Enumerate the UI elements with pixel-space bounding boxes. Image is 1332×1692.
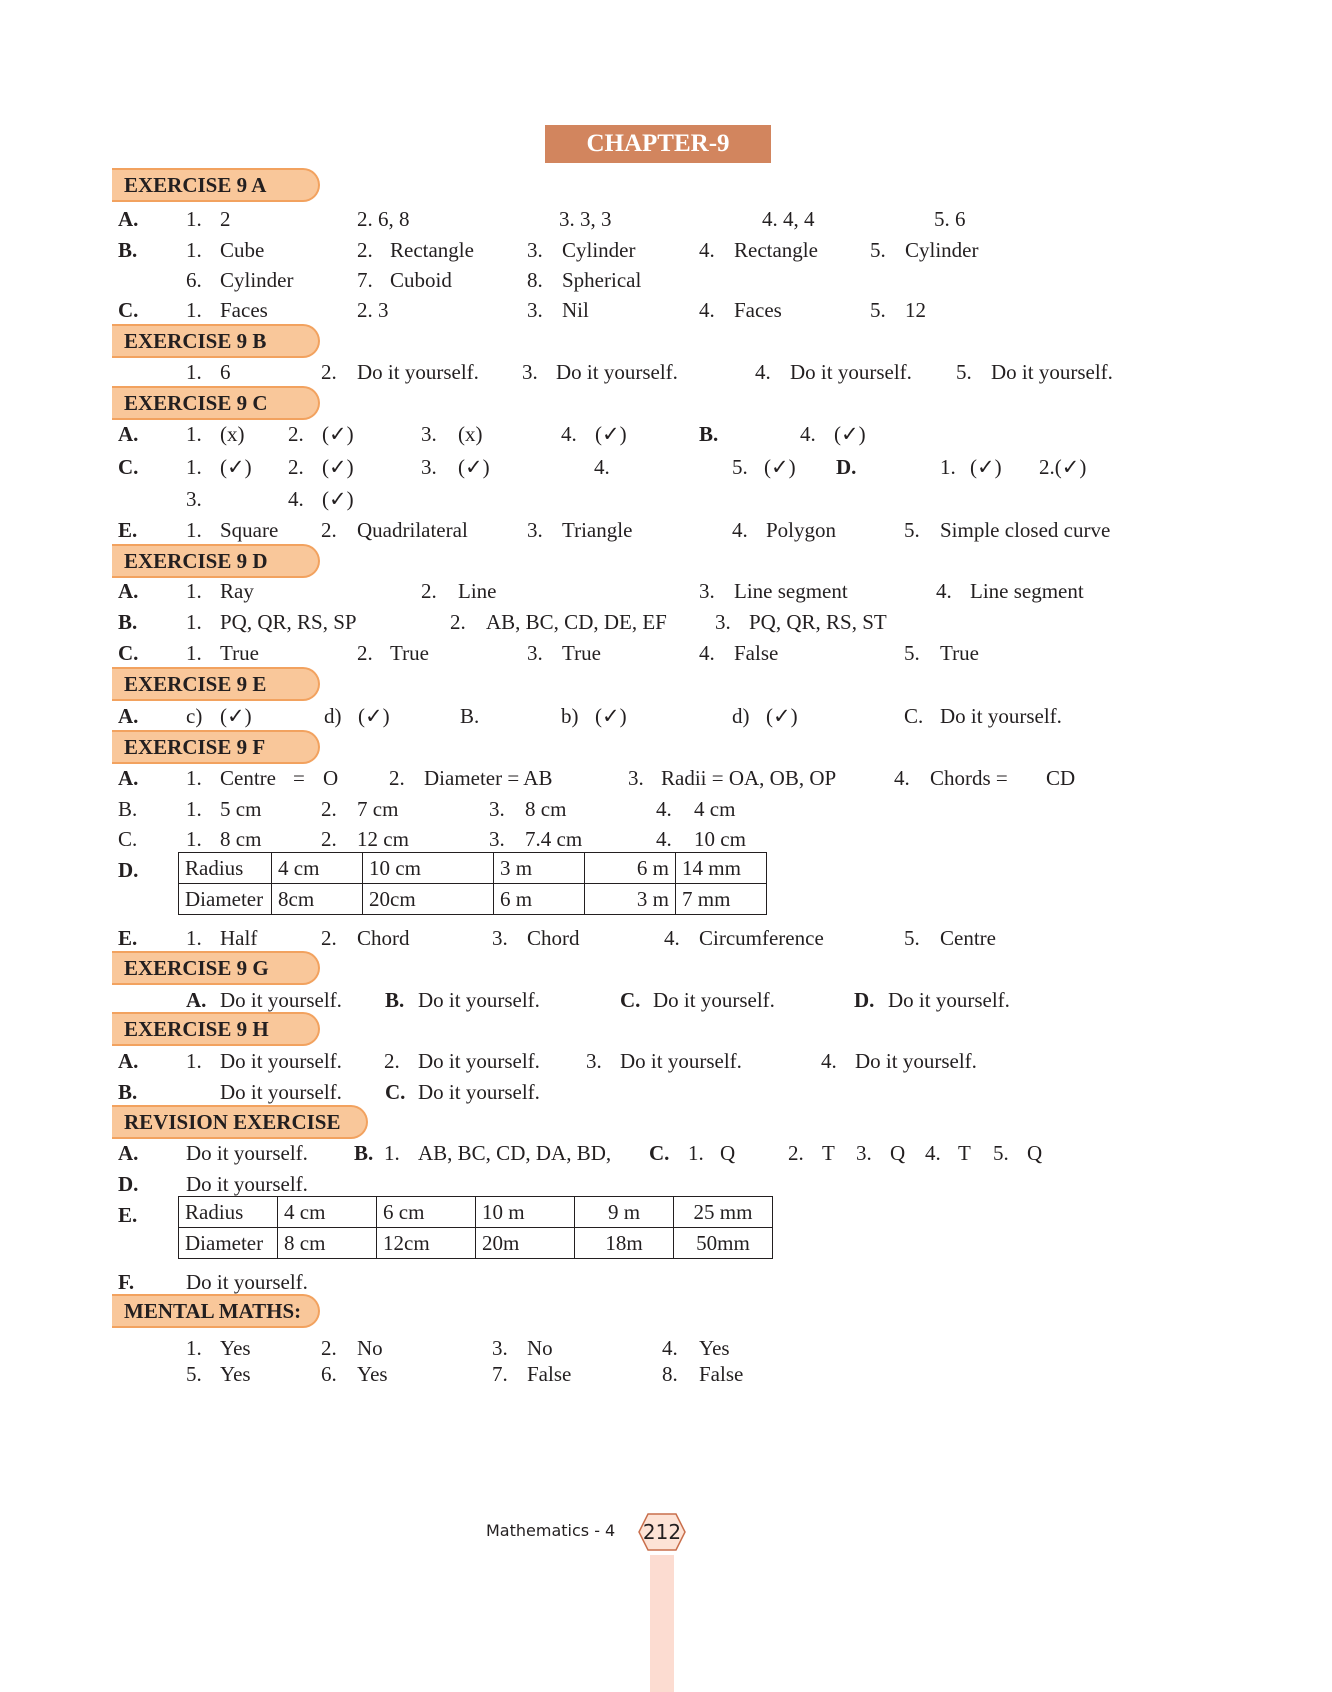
answer: Square <box>220 518 279 542</box>
answer: Do it yourself. <box>940 704 1062 728</box>
answer-num: 4. <box>732 518 748 542</box>
answer-num: 5. <box>870 298 886 322</box>
answer-num: 7. <box>357 268 373 292</box>
label-f: F. <box>118 1270 135 1294</box>
answer: (✓) <box>970 455 1002 479</box>
answer: Do it yourself. <box>790 360 912 384</box>
answer: (✓) <box>322 487 354 511</box>
answer: (✓) <box>764 455 796 479</box>
answer: True <box>940 641 979 665</box>
exercise-9c-heading: EXERCISE 9 C <box>112 386 320 420</box>
answer: False <box>734 641 779 665</box>
answer: (✓) <box>458 455 490 479</box>
answer: Yes <box>699 1336 730 1360</box>
answer-num: 1. <box>186 641 202 665</box>
answer: Faces <box>734 298 782 322</box>
answer: Half <box>220 926 258 950</box>
answer: Q <box>890 1141 906 1165</box>
answer-num: 4. <box>699 298 715 322</box>
chapter-title: CHAPTER-9 <box>545 125 771 163</box>
answer: Do it yourself. <box>653 988 775 1012</box>
answer: Line <box>458 579 497 603</box>
answer: 2 <box>220 207 231 231</box>
answer-num: 2. <box>321 827 337 851</box>
answer: Ray <box>220 579 254 603</box>
answer-num: 4. <box>821 1049 837 1073</box>
answer-num: 7. <box>492 1362 508 1386</box>
table-row <box>179 884 767 915</box>
answer-num: 2. <box>450 610 466 634</box>
answer-num: 2. <box>288 422 304 446</box>
answer: Do it yourself. <box>220 988 342 1012</box>
answer: Line segment <box>734 579 848 603</box>
table-cell: 18m <box>575 1228 674 1259</box>
answer-num: 3. <box>715 610 731 634</box>
answer: True <box>390 641 429 665</box>
label-d: D. <box>836 455 857 479</box>
book-title: Mathematics - 4 <box>486 1521 616 1540</box>
answer-num: 5. <box>904 926 920 950</box>
answer-num: 3. <box>492 926 508 950</box>
exercise-9h-heading: EXERCISE 9 H <box>112 1012 320 1046</box>
answer-num: 1. <box>186 1336 202 1360</box>
table-cell: 3 m <box>585 884 676 915</box>
table-cell: 25 mm <box>674 1197 773 1228</box>
answer-num: 5. <box>956 360 972 384</box>
answer: (✓) <box>595 422 627 446</box>
table-cell: Radius <box>179 1197 278 1228</box>
answer-num: 4. <box>936 579 952 603</box>
answer-num: 1. <box>384 1141 400 1165</box>
answer: (✓) <box>220 704 252 728</box>
answer-num: 3. <box>421 422 437 446</box>
answer-num: 4. <box>699 238 715 262</box>
answer: 4 cm <box>694 797 736 821</box>
table-cell: Radius <box>179 853 272 884</box>
answer-num: 4. <box>662 1336 678 1360</box>
answer: (✓) <box>766 704 798 728</box>
table-cell: 10 m <box>476 1197 575 1228</box>
answer: Cylinder <box>220 268 294 292</box>
answer: Do it yourself. <box>991 360 1113 384</box>
answer-num: 4. <box>925 1141 941 1165</box>
answer: Yes <box>220 1336 251 1360</box>
label-c: C. <box>118 827 138 851</box>
label-a: A. <box>118 207 139 231</box>
answer: Line segment <box>970 579 1084 603</box>
answer-num: 2. <box>357 641 373 665</box>
answer-num: 3. <box>489 797 505 821</box>
table-cell: 6 m <box>494 884 585 915</box>
answer-num: 3. <box>421 455 437 479</box>
label-d: D. <box>118 1172 139 1196</box>
answer-num: 2. <box>321 360 337 384</box>
answer-num: 3. <box>856 1141 872 1165</box>
answer: 10 cm <box>694 827 746 851</box>
answer: Spherical <box>562 268 642 292</box>
radius-diameter-table <box>178 1196 773 1259</box>
answer-num: 3. <box>527 238 543 262</box>
radius-diameter-table <box>178 852 767 915</box>
answer: 2. 3 <box>357 298 389 322</box>
table-cell: 50mm <box>674 1228 773 1259</box>
answer-num: 2. <box>389 766 405 790</box>
table-cell: 12cm <box>377 1228 476 1259</box>
answer: 7 cm <box>357 797 399 821</box>
answer-num: 2. <box>788 1141 804 1165</box>
answer-num: b) <box>561 704 579 728</box>
label-c: C. <box>904 704 924 728</box>
answer: = <box>293 766 305 790</box>
table-row <box>179 853 767 884</box>
answer: Do it yourself. <box>220 1080 342 1104</box>
answer-num: 3. <box>527 298 543 322</box>
answer: O <box>323 766 339 790</box>
table-cell: 4 cm <box>272 853 363 884</box>
answer: (✓) <box>220 455 252 479</box>
answer: (x) <box>220 422 245 446</box>
mental-maths-heading: MENTAL MATHS: <box>112 1294 320 1328</box>
answer: Q <box>1027 1141 1043 1165</box>
answer-num: 1. <box>186 926 202 950</box>
answer: (✓) <box>358 704 390 728</box>
answer-num: 5. <box>904 641 920 665</box>
answer: T <box>822 1141 835 1165</box>
answer: PQ, QR, RS, ST <box>749 610 887 634</box>
label-a: A. <box>118 1049 139 1073</box>
answer: No <box>357 1336 383 1360</box>
answer: Chord <box>357 926 410 950</box>
answer: Do it yourself. <box>418 988 540 1012</box>
answer-num: 1. <box>186 1049 202 1073</box>
revision-exercise-heading: REVISION EXERCISE <box>112 1105 368 1139</box>
answer: Do it yourself. <box>418 1080 540 1104</box>
label-a: A. <box>186 988 207 1012</box>
answer-num: 5. <box>870 238 886 262</box>
table-cell: 10 cm <box>363 853 494 884</box>
exercise-9b-heading: EXERCISE 9 B <box>112 324 320 358</box>
answer: Faces <box>220 298 268 322</box>
answer-num: 1. <box>186 422 202 446</box>
label-b: B. <box>118 1080 138 1104</box>
answer-num: 6. <box>186 268 202 292</box>
label-a: A. <box>118 1141 139 1165</box>
table-cell: 14 mm <box>676 853 767 884</box>
answer: Rectangle <box>734 238 818 262</box>
answer: Quadrilateral <box>357 518 468 542</box>
label-c: C. <box>620 988 641 1012</box>
answer: 3. 3, 3 <box>559 207 612 231</box>
answer: Do it yourself. <box>888 988 1010 1012</box>
table-row <box>179 1197 773 1228</box>
label-b: B. <box>699 422 719 446</box>
answer: Cube <box>220 238 265 262</box>
answer-num: 1. <box>186 797 202 821</box>
answer: (✓) <box>322 422 354 446</box>
label-d: D. <box>854 988 875 1012</box>
answer: Circumference <box>699 926 824 950</box>
answer: Do it yourself. <box>186 1141 308 1165</box>
page-number-badge <box>638 1512 686 1552</box>
answer-num: 2. <box>357 238 373 262</box>
answer: 2.(✓) <box>1039 455 1087 479</box>
answer-num: 4. <box>656 797 672 821</box>
answer-num: 3. <box>699 579 715 603</box>
answer: 4. 4, 4 <box>762 207 815 231</box>
exercise-9e-heading: EXERCISE 9 E <box>112 667 320 701</box>
table-cell: 7 mm <box>676 884 767 915</box>
answer-num: 2. <box>321 518 337 542</box>
answer: True <box>220 641 259 665</box>
answer-num: 2. <box>321 1336 337 1360</box>
answer-num: d) <box>324 704 342 728</box>
label-b: B. <box>118 610 138 634</box>
table-cell: 8 cm <box>278 1228 377 1259</box>
answer-num: 5. <box>732 455 748 479</box>
answer: Chords = <box>930 766 1008 790</box>
table-cell: 6 cm <box>377 1197 476 1228</box>
answer-num: 1. <box>186 238 202 262</box>
answer-num: c) <box>186 704 203 728</box>
exercise-9a-heading: EXERCISE 9 A <box>112 168 320 202</box>
answer-num: 5. <box>904 518 920 542</box>
answer-num: 1. <box>186 360 202 384</box>
answer-num: 4. <box>800 422 816 446</box>
answer: AB, BC, CD, DE, EF <box>486 610 667 634</box>
answer: (✓) <box>322 455 354 479</box>
answer-num: 3. <box>586 1049 602 1073</box>
answer: Yes <box>220 1362 251 1386</box>
answer: Rectangle <box>390 238 474 262</box>
label-c: C. <box>385 1080 406 1104</box>
answer-num: 4. <box>561 422 577 446</box>
answer-num: 1. <box>186 579 202 603</box>
answer: Do it yourself. <box>357 360 479 384</box>
answer: Yes <box>357 1362 388 1386</box>
label-b: B. <box>118 238 138 262</box>
answer: Centre <box>940 926 996 950</box>
answer-num: 3. <box>186 487 202 511</box>
answer: 8 cm <box>220 827 262 851</box>
answer-num: 5. <box>186 1362 202 1386</box>
answer: Do it yourself. <box>620 1049 742 1073</box>
answer-num: 4. <box>755 360 771 384</box>
answer: Triangle <box>562 518 633 542</box>
answer-num: 8. <box>662 1362 678 1386</box>
answer: (✓) <box>834 422 866 446</box>
answer: Q <box>720 1141 736 1165</box>
table-cell: Diameter <box>179 1228 278 1259</box>
label-b: B. <box>354 1141 374 1165</box>
label-d: D. <box>118 858 139 882</box>
answer-num: 3. <box>527 518 543 542</box>
answer: 12 <box>905 298 926 322</box>
label-c: C. <box>118 455 139 479</box>
label-e: E. <box>118 518 138 542</box>
answer-num: 2. <box>421 579 437 603</box>
exercise-9g-heading: EXERCISE 9 G <box>112 951 320 985</box>
table-cell: Diameter <box>179 884 272 915</box>
label-b: B. <box>118 797 138 821</box>
answer-num: 4. <box>594 455 610 479</box>
answer: Simple closed curve <box>940 518 1111 542</box>
answer: 7.4 cm <box>525 827 583 851</box>
answer-num: 1. <box>186 298 202 322</box>
table-cell: 4 cm <box>278 1197 377 1228</box>
answer-num: 8. <box>527 268 543 292</box>
answer-num: d) <box>732 704 750 728</box>
answer: 2. 6, 8 <box>357 207 410 231</box>
label-a: A. <box>118 422 139 446</box>
answer-num: 1. <box>186 455 202 479</box>
answer: Polygon <box>766 518 837 542</box>
table-row <box>179 1228 773 1259</box>
answer-num: 4. <box>656 827 672 851</box>
answer-num: 6. <box>321 1362 337 1386</box>
table-cell: 20cm <box>363 884 494 915</box>
answer: 5 cm <box>220 797 262 821</box>
answer-num: 2. <box>384 1049 400 1073</box>
answer-num: 4. <box>699 641 715 665</box>
answer: Do it yourself. <box>186 1270 308 1294</box>
table-cell: 8cm <box>272 884 363 915</box>
answer-num: 1. <box>186 827 202 851</box>
answer-num: 5. <box>993 1141 1009 1165</box>
answer: Cylinder <box>905 238 979 262</box>
label-a: A. <box>118 704 139 728</box>
answer-num: 4. <box>664 926 680 950</box>
answer: PQ, QR, RS, SP <box>220 610 357 634</box>
answer: Do it yourself. <box>855 1049 977 1073</box>
answer: False <box>699 1362 744 1386</box>
answer-num: 2. <box>288 455 304 479</box>
exercise-9f-heading: EXERCISE 9 F <box>112 730 320 764</box>
answer: Do it yourself. <box>556 360 678 384</box>
answer: 12 cm <box>357 827 409 851</box>
answer: Cylinder <box>562 238 636 262</box>
decorative-strip <box>650 1555 674 1692</box>
label-b: B. <box>460 704 480 728</box>
answer: No <box>527 1336 553 1360</box>
answer: Chord <box>527 926 580 950</box>
answer: CD <box>1046 766 1076 790</box>
answer-num: 2. <box>321 926 337 950</box>
answer-num: 1. <box>940 455 956 479</box>
table-cell: 20m <box>476 1228 575 1259</box>
page-number: 212 <box>642 1520 682 1544</box>
answer: Do it yourself. <box>220 1049 342 1073</box>
answer: True <box>562 641 601 665</box>
answer-num: 4. <box>288 487 304 511</box>
answer: Nil <box>562 298 589 322</box>
table-cell: 9 m <box>575 1197 674 1228</box>
answer: 6 <box>220 360 231 384</box>
answer-num: 3. <box>628 766 644 790</box>
answer: Do it yourself. <box>186 1172 308 1196</box>
answer-num: 3. <box>527 641 543 665</box>
answer: Do it yourself. <box>418 1049 540 1073</box>
label-a: A. <box>118 766 139 790</box>
answer-num: 4. <box>894 766 910 790</box>
answer: Centre <box>220 766 276 790</box>
label-e: E. <box>118 926 138 950</box>
answer-num: 2. <box>321 797 337 821</box>
table-cell: 3 m <box>494 853 585 884</box>
answer-num: 3. <box>489 827 505 851</box>
answer: False <box>527 1362 572 1386</box>
answer-num: 1. <box>186 518 202 542</box>
label-c: C. <box>118 298 139 322</box>
label-c: C. <box>649 1141 670 1165</box>
label-c: C. <box>118 641 139 665</box>
answer: (✓) <box>595 704 627 728</box>
label-a: A. <box>118 579 139 603</box>
table-cell: 6 m <box>585 853 676 884</box>
answer-num: 3. <box>522 360 538 384</box>
answer-num: 3. <box>492 1336 508 1360</box>
label-e: E. <box>118 1203 138 1227</box>
answer: Radii = OA, OB, OP <box>661 766 837 790</box>
answer: 5. 6 <box>934 207 966 231</box>
answer: 8 cm <box>525 797 567 821</box>
answer: Cuboid <box>390 268 452 292</box>
answer-num: 1. <box>186 207 202 231</box>
exercise-9d-heading: EXERCISE 9 D <box>112 544 320 578</box>
answer: T <box>958 1141 971 1165</box>
answer-num: 1. <box>186 610 202 634</box>
answer: Diameter = AB <box>424 766 553 790</box>
answer-num: 1. <box>688 1141 704 1165</box>
answer-num: 1. <box>186 766 202 790</box>
answer: AB, BC, CD, DA, BD, <box>418 1141 612 1165</box>
label-b: B. <box>385 988 405 1012</box>
answer: (x) <box>458 422 483 446</box>
